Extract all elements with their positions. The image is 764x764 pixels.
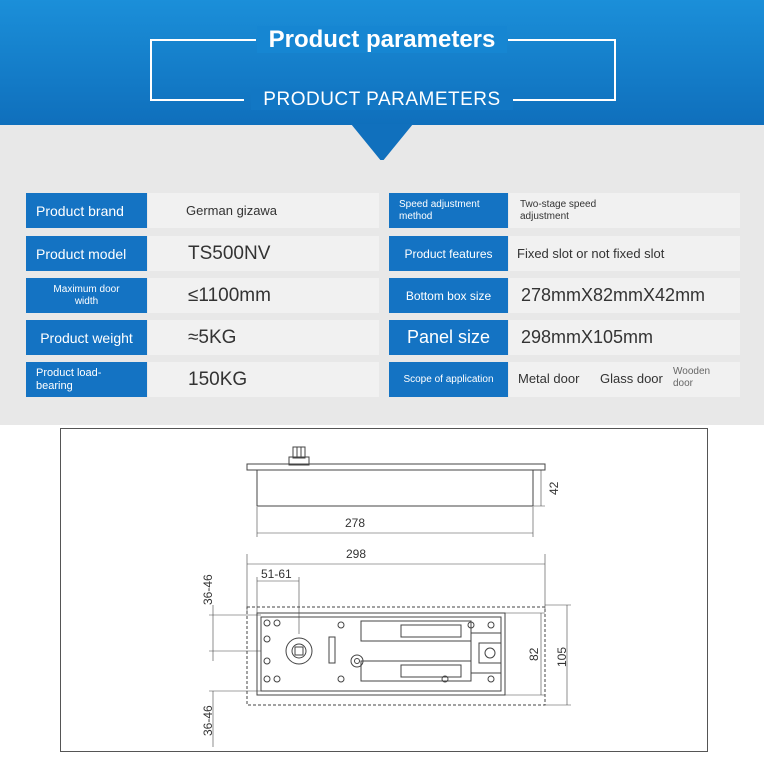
side-spindle (293, 447, 305, 458)
dim-spindle-offset: 51-61 (261, 567, 292, 581)
side-box-body (257, 470, 533, 506)
label-scope-application: Scope of application (389, 362, 508, 397)
value-product-weight: ≈5KG (148, 320, 379, 355)
page-title: Product parameters (0, 26, 764, 54)
scope-metal-door: Metal door (518, 371, 580, 386)
label-max-door-width: Maximum door width (26, 278, 147, 313)
dim-left-bottom: 36-46 (201, 705, 215, 736)
label-product-weight: Product weight (26, 320, 147, 355)
scope-wooden-door: Wooden door (673, 366, 711, 389)
mech-bar-top (361, 621, 471, 641)
panel-outline (247, 607, 545, 705)
label-bottom-box-size: Bottom box size (389, 278, 508, 313)
spindle-circle-outer (286, 638, 312, 664)
dim-panel-width: 105 (555, 646, 569, 667)
value-scope-application (509, 362, 740, 397)
box-inner (261, 617, 501, 691)
label-speed-adjustment: Speed adjustment method (389, 193, 508, 228)
label-panel-size: Panel size (389, 320, 508, 355)
label-load-bearing: Product load-bearing (26, 362, 147, 397)
page-subtitle: PRODUCT PARAMETERS (0, 89, 764, 111)
value-panel-size: 298mmX105mm (509, 320, 740, 355)
dim-left-top: 36-46 (201, 574, 215, 605)
valve-block (479, 643, 501, 663)
dim-height-side: 42 (547, 481, 561, 495)
scope-glass-door: Glass door (600, 371, 663, 386)
value-product-model: TS500NV (148, 236, 379, 271)
header-banner (0, 0, 764, 125)
value-max-door-width: ≤1100mm (148, 278, 379, 313)
mech-bar-bottom (361, 661, 471, 681)
dim-box-length: 278 (345, 516, 366, 530)
label-product-brand: Product brand (26, 193, 147, 228)
dim-box-width: 82 (527, 647, 541, 661)
label-product-model: Product model (26, 236, 147, 271)
technical-drawing (60, 428, 708, 752)
drawing-svg (61, 429, 709, 753)
value-product-features: Fixed slot or not fixed slot (509, 236, 740, 271)
value-bottom-box-size: 278mmX82mmX42mm (509, 278, 740, 313)
value-speed-adjustment: Two-stage speed adjustment (509, 193, 740, 228)
spindle-circle-inner (292, 644, 306, 658)
label-product-features: Product features (389, 236, 508, 271)
value-load-bearing: 150KG (148, 362, 379, 397)
value-product-brand: German gizawa (148, 193, 379, 228)
dim-panel-length: 298 (346, 547, 367, 561)
